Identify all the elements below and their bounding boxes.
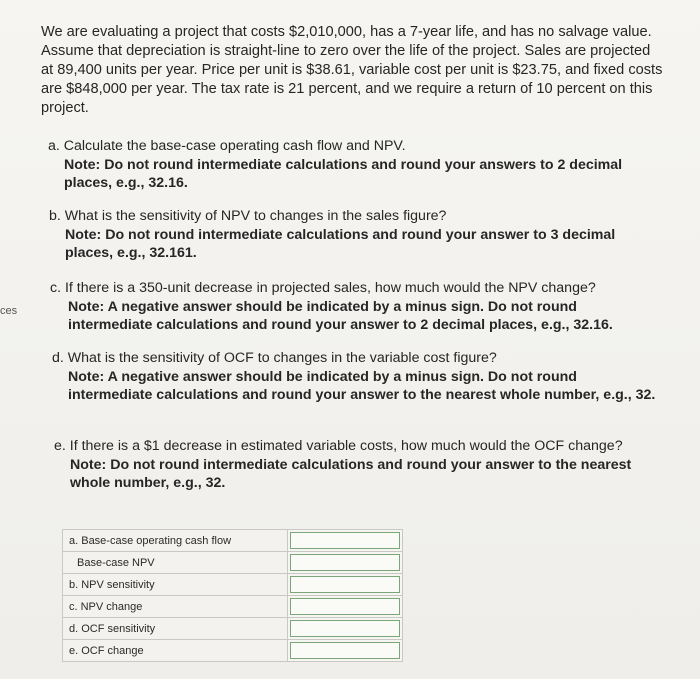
row-label: b. NPV sensitivity: [63, 574, 288, 596]
base-case-ocf-input[interactable]: [290, 532, 400, 549]
question-b-note: Note: Do not round intermediate calculations and round your answer to 3 decimal places, e.g., 32.161.: [65, 226, 616, 261]
table-row: [63, 596, 403, 618]
base-case-npv-input[interactable]: [290, 554, 400, 571]
row-label: c. NPV change: [63, 596, 288, 618]
table-row: [63, 640, 403, 662]
table-row: [63, 574, 403, 596]
question-c-note: Note: A negative answer should be indicated by a minus sign. Do not round intermediate calculations and round your answer to 2 decimal places, e.g., 32.16.: [68, 298, 613, 333]
table-row: [63, 618, 403, 640]
question-d-text: d. What is the sensitivity of OCF to changes in the variable cost figure?: [52, 350, 497, 366]
question-d: [52, 349, 660, 405]
question-a: [48, 137, 663, 193]
question-c: [50, 279, 660, 335]
npv-sensitivity-input[interactable]: [290, 576, 400, 593]
cropped-side-text: ces: [0, 305, 18, 317]
table-row: [63, 552, 403, 574]
question-e-text: e. If there is a $1 decrease in estimated variable costs, how much would the OCF change?: [54, 438, 623, 454]
row-label: a. Base-case operating cash flow: [63, 530, 288, 552]
question-c-text: c. If there is a 350-unit decrease in projected sales, how much would the NPV change?: [50, 280, 596, 296]
table-row: [63, 530, 403, 552]
ocf-sensitivity-input[interactable]: [290, 620, 400, 637]
answer-table: [62, 529, 403, 662]
row-label: e. OCF change: [63, 640, 288, 662]
question-e: [54, 437, 664, 493]
problem-statement: We are evaluating a project that costs $2,010,000, has a 7-year life, and has no salvage value. Assume that depreciation is straight-line to zero over the life of the project. Sales are projected at 89,400 units per year. Price per unit is $38.61, variable cost per unit is $23.75, and fixed costs are $848,000 per year. The tax rate is 21 percent, and we require a return of 10 percent on this project.: [41, 24, 663, 116]
question-b: [49, 207, 664, 263]
question-e-note: Note: Do not round intermediate calculations and round your answer to the nearest whole number, e.g., 32.: [70, 456, 632, 491]
npv-change-input[interactable]: [290, 598, 400, 615]
row-label: d. OCF sensitivity: [63, 618, 288, 640]
question-a-text: a. Calculate the base-case operating cash flow and NPV.: [48, 138, 406, 154]
question-d-note: Note: A negative answer should be indicated by a minus sign. Do not round intermediate calculations and round your answer to the nearest whole number, e.g., 32.: [68, 368, 656, 403]
question-b-text: b. What is the sensitivity of NPV to changes in the sales figure?: [49, 208, 447, 224]
ocf-change-input[interactable]: [290, 642, 400, 659]
question-a-note: Note: Do not round intermediate calculations and round your answers to 2 decimal places, e.g., 32.16.: [64, 156, 623, 191]
row-label: Base-case NPV: [63, 552, 288, 574]
